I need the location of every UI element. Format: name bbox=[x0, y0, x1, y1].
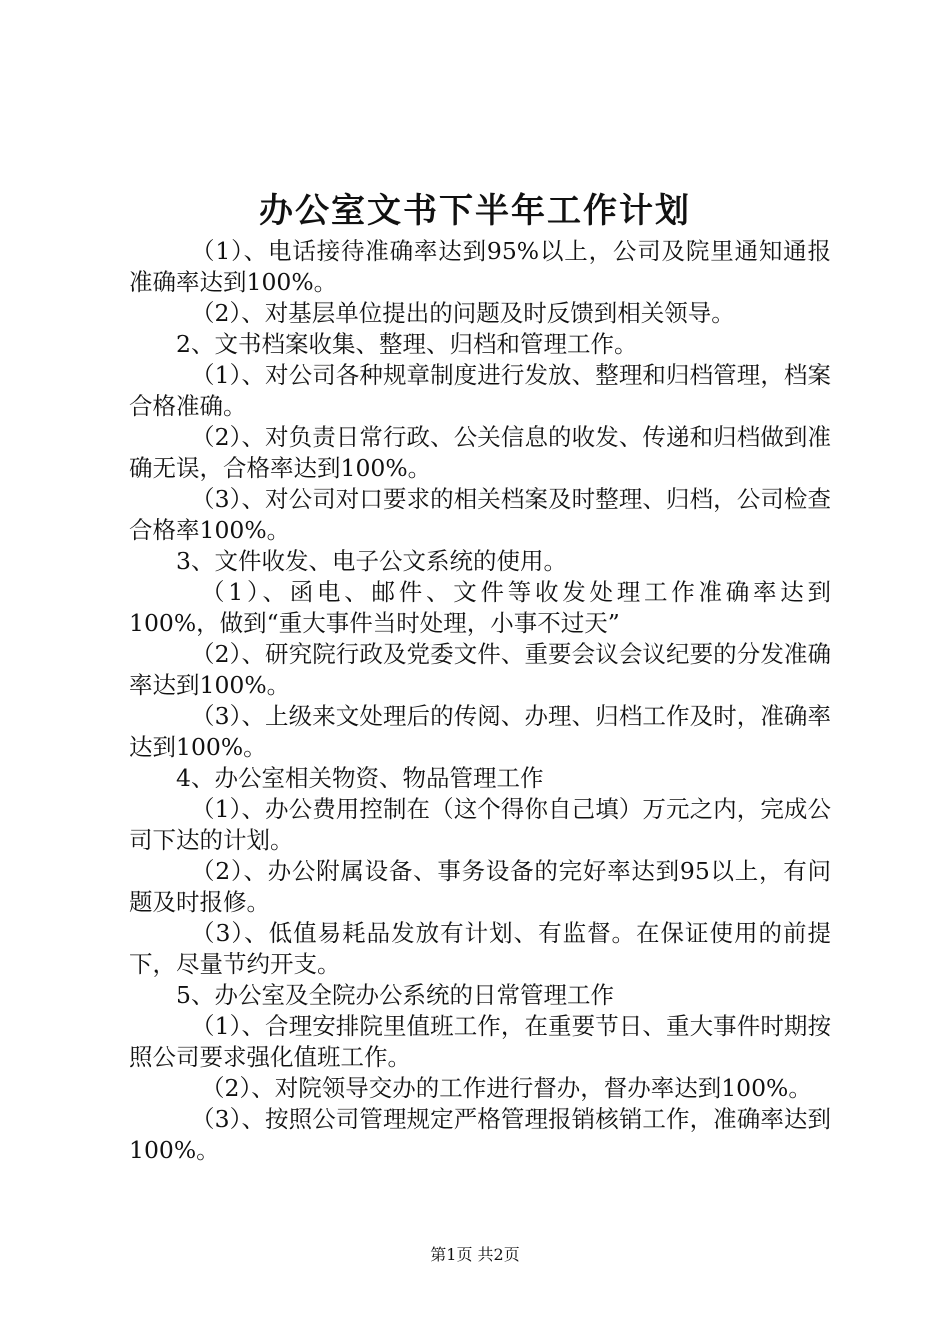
paragraph: （2）、研究院行政及党委文件、重要会议会议纪要的分发准确率达到100%。 bbox=[129, 640, 831, 699]
section-heading: 5、办公室及全院办公系统的日常管理工作 bbox=[176, 981, 614, 1009]
paragraph: （3）、对公司对口要求的相关档案及时整理、归档，公司检查合格率100%。 bbox=[129, 485, 831, 544]
section-heading: 2、文书档案收集、整理、归档和管理工作。 bbox=[176, 330, 638, 358]
document-body bbox=[129, 236, 831, 1166]
paragraph: （3）、低值易耗品发放有计划、有监督。在保证使用的前提下，尽量节约开支。 bbox=[129, 919, 831, 978]
section-heading: 3、文件收发、电子公文系统的使用。 bbox=[176, 547, 567, 575]
paragraph: （1）、合理安排院里值班工作，在重要节日、重大事件时期按照公司要求强化值班工作。 bbox=[129, 1012, 831, 1071]
document-title: 办公室文书下半年工作计划 bbox=[259, 191, 691, 231]
paragraph: （1）、函电、邮件、文件等收发处理工作准确率达到100%，做到“重大事件当时处理，小事不过天” bbox=[129, 578, 831, 637]
paragraph: （3）、按照公司管理规定严格管理报销核销工作，准确率达到100%。 bbox=[129, 1105, 831, 1164]
paragraph: （2）、对院领导交办的工作进行督办，督办率达到100%。 bbox=[201, 1074, 812, 1102]
paragraph: （2）、对基层单位提出的问题及时反馈到相关领导。 bbox=[191, 299, 735, 327]
paragraph: （2）、对负责日常行政、公关信息的收发、传递和归档做到准确无误，合格率达到100%。 bbox=[129, 423, 831, 482]
paragraph: （1）、对公司各种规章制度进行发放、整理和归档管理，档案合格准确。 bbox=[129, 361, 831, 420]
paragraph: （1）、电话接待准确率达到95%以上，公司及院里通知通报准确率达到100%。 bbox=[129, 237, 831, 296]
page-footer: 第1页 共2页 bbox=[430, 1245, 520, 1264]
paragraph: （2）、办公附属设备、事务设备的完好率达到95以上，有问题及时报修。 bbox=[129, 857, 831, 916]
paragraph: （3）、上级来文处理后的传阅、办理、归档工作及时，准确率达到100%。 bbox=[129, 702, 831, 761]
paragraph: （1）、办公费用控制在（这个得你自己填）万元之内，完成公司下达的计划。 bbox=[129, 795, 831, 854]
section-heading: 4、办公室相关物资、物品管理工作 bbox=[176, 764, 544, 792]
